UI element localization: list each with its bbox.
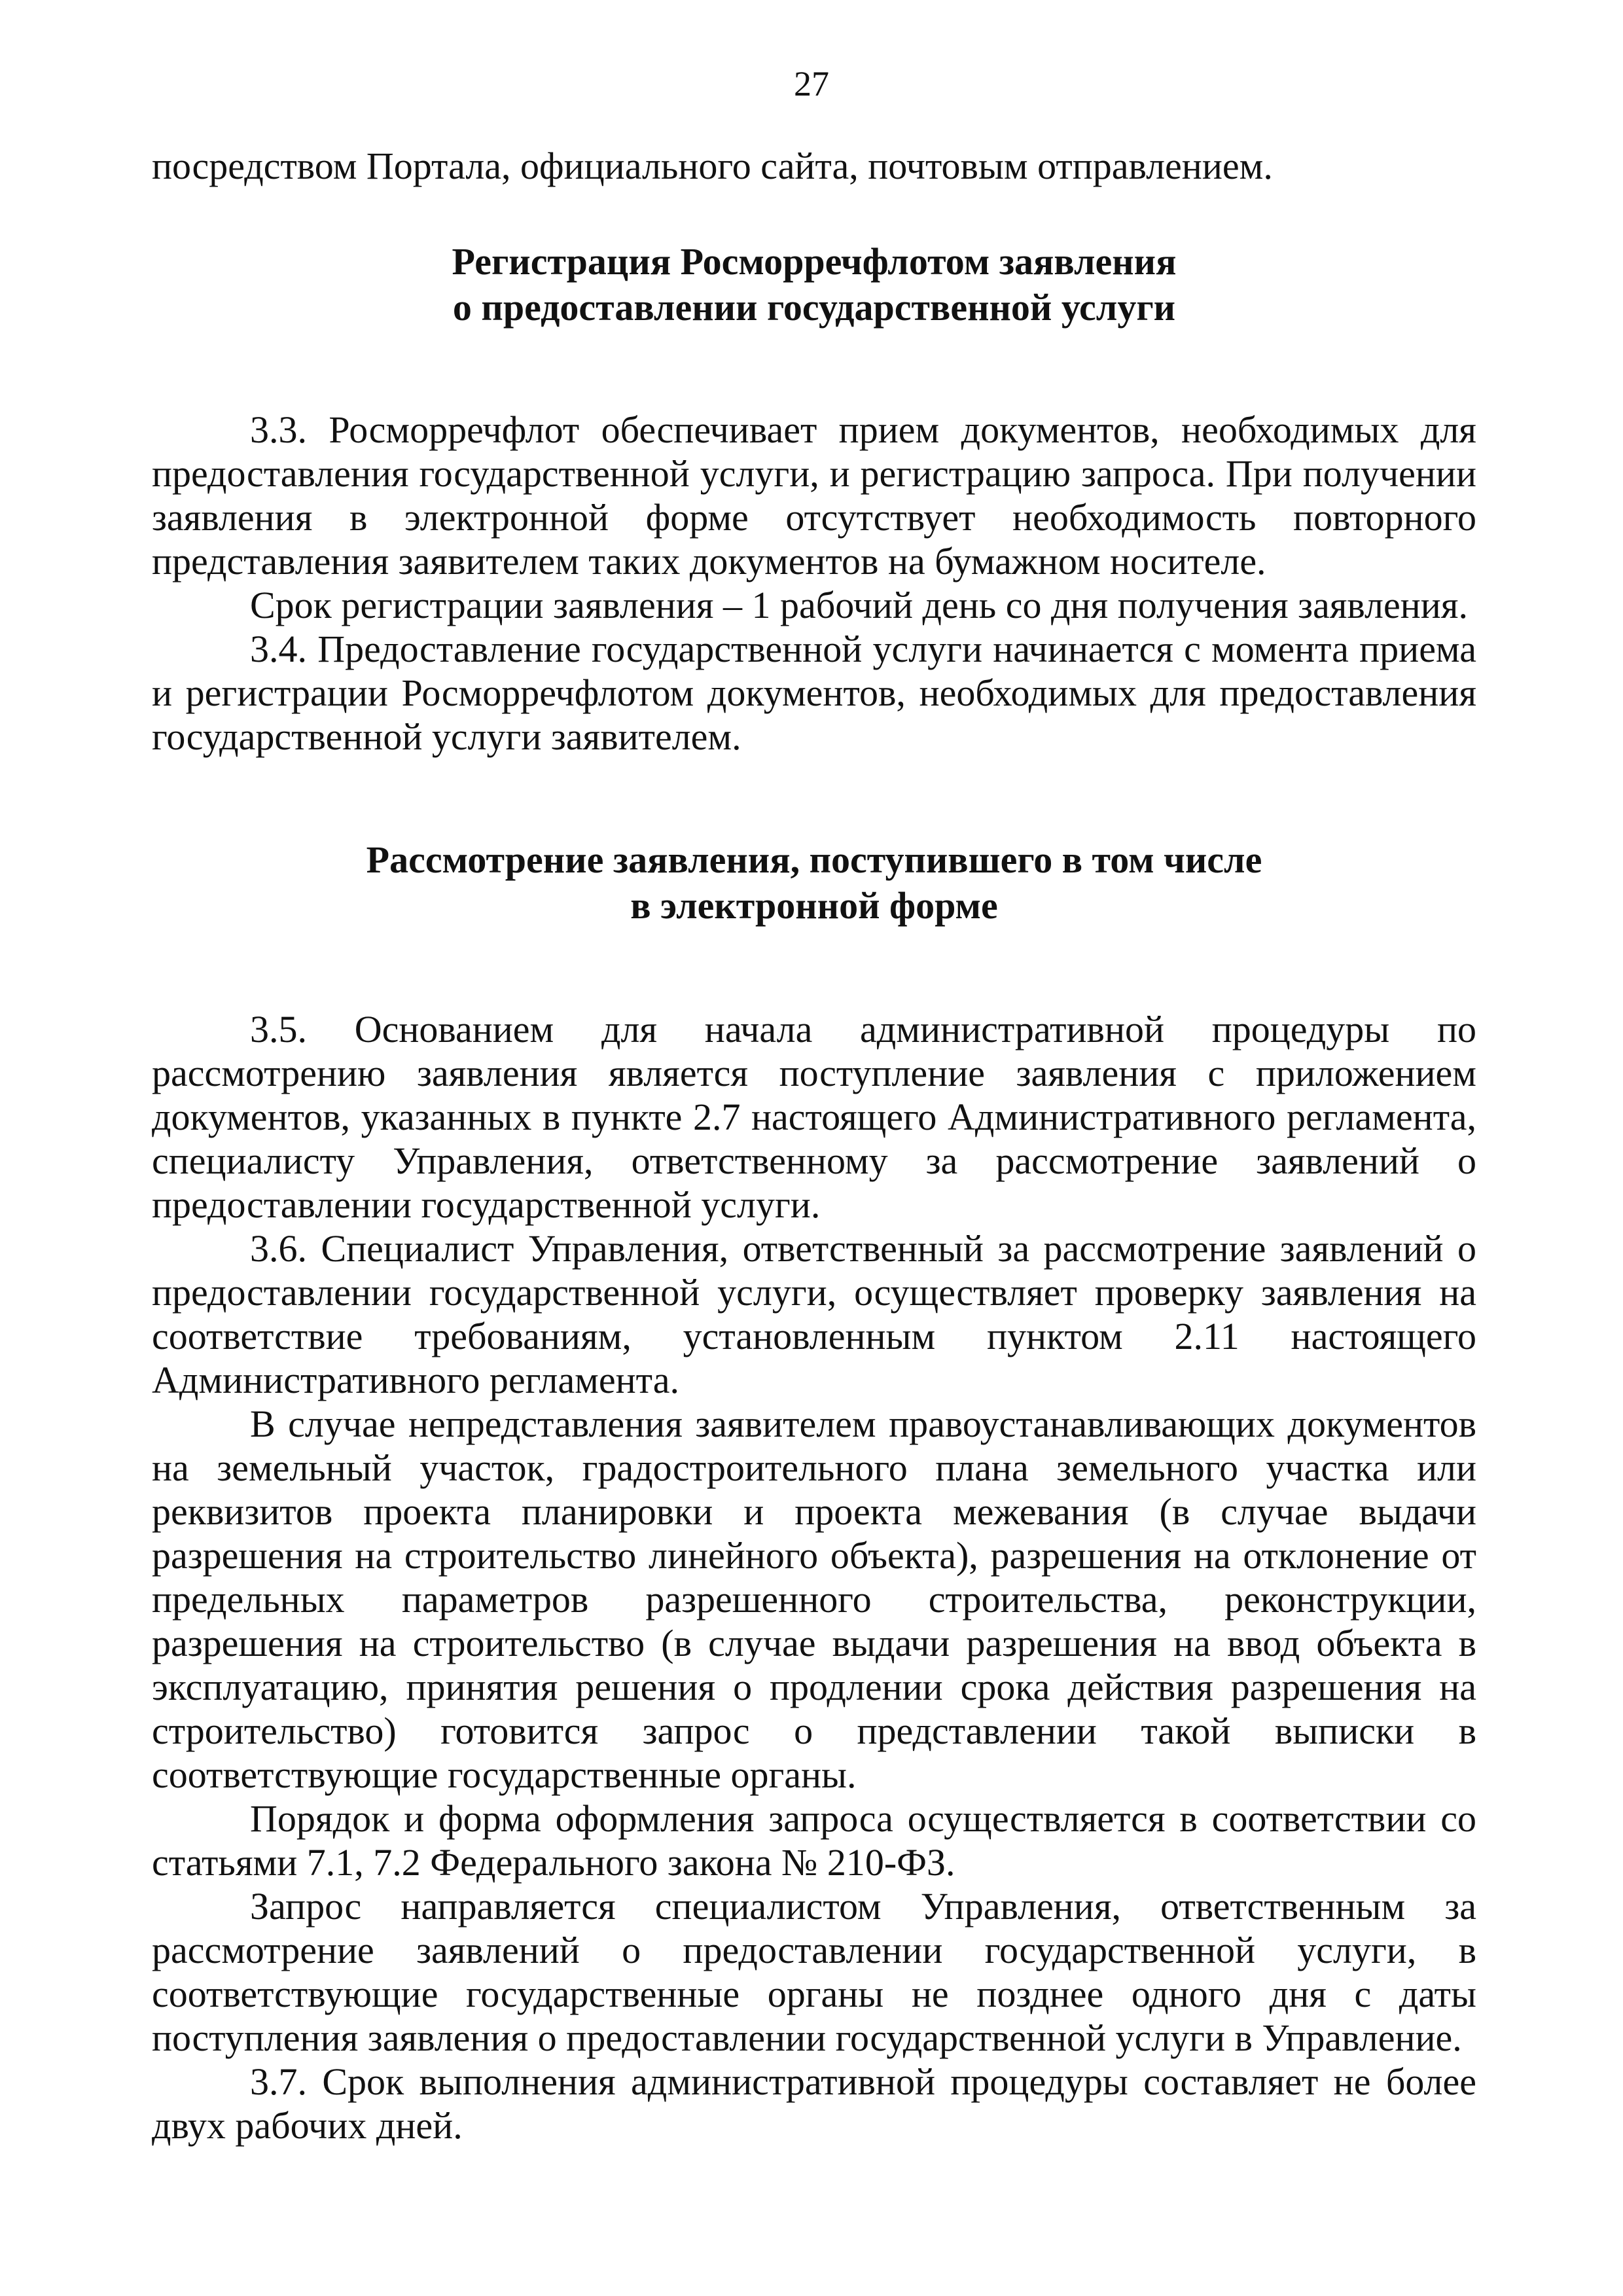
paragraph-registration-term: Срок регистрации заявления – 1 рабочий день со дня получения заявления.	[250, 584, 1468, 626]
paragraph-3-4: 3.4. Предоставление государственной услуги начинается с момента приема и регистрации Росморречфлотом документов, необходимых для предоставления государственной услуги заявителем.	[152, 628, 1476, 758]
paragraph-3-7: 3.7. Срок выполнения административной процедуры составляет не более двух рабочих дней.	[152, 2060, 1476, 2147]
paragraph-request-procedure: Порядок и форма оформления запроса осуществляется в соответствии со статьями 7.1, 7.2 Федерального закона № 210-ФЗ.	[152, 1797, 1476, 1884]
section-heading-review	[152, 837, 1476, 929]
heading-line: о предоставлении государственной услуги	[452, 286, 1176, 329]
heading-line: в электронной форме	[630, 884, 998, 927]
heading-line: Регистрация Росморречфлотом заявления	[452, 240, 1177, 283]
intro-line: посредством Портала, официального сайта, почтовым отправлением.	[152, 145, 1273, 187]
paragraph-missing-documents: В случае непредставления заявителем правоустанавливающих документов на земельный участок, градостроительного плана земельного участка или реквизитов проекта планировки и проекта межевания (в случае выдачи разрешения на строительство линейного объекта), разрешения на отклонение от предельных параметров разрешенного строительства, реконструкции, разрешения на строительство (в случае выдачи разрешения на ввод объекта в эксплуатацию, принятия решения о продлении срока действия разрешения на строительство) готовится запрос о представлении такой выписки в соответствующие государственные органы.	[152, 1403, 1476, 1796]
section-heading-registration	[152, 239, 1476, 331]
paragraph-3-3: 3.3. Росморречфлот обеспечивает прием документов, необходимых для предоставления государственной услуги, и регистрацию запроса. При получении заявления в электронной форме отсутствует необходимость повторного представления заявителем таких документов на бумажном носителе.	[152, 408, 1476, 583]
document-body	[152, 144, 1476, 2147]
heading-line: Рассмотрение заявления, поступившего в том числе	[366, 838, 1262, 881]
paragraph-request-sent: Запрос направляется специалистом Управления, ответственным за рассмотрение заявлений о предоставлении государственной услуги, в соответствующие государственные органы не позднее одного дня с даты поступления заявления о предоставлении государственной услуги в Управление.	[152, 1885, 1476, 2059]
paragraph-3-6: 3.6. Специалист Управления, ответственный за рассмотрение заявлений о предоставлении государственной услуги, осуществляет проверку заявления на соответствие требованиям, установленным пунктом 2.11 настоящего Административного регламента.	[152, 1227, 1476, 1401]
paragraph-3-5: 3.5. Основанием для начала административной процедуры по рассмотрению заявления является поступление заявления с приложением документов, указанных в пункте 2.7 настоящего Административного регламента, специалисту Управления, ответственному за рассмотрение заявлений о предоставлении государственной услуги.	[152, 1008, 1476, 1226]
page-number: 27	[794, 64, 829, 103]
